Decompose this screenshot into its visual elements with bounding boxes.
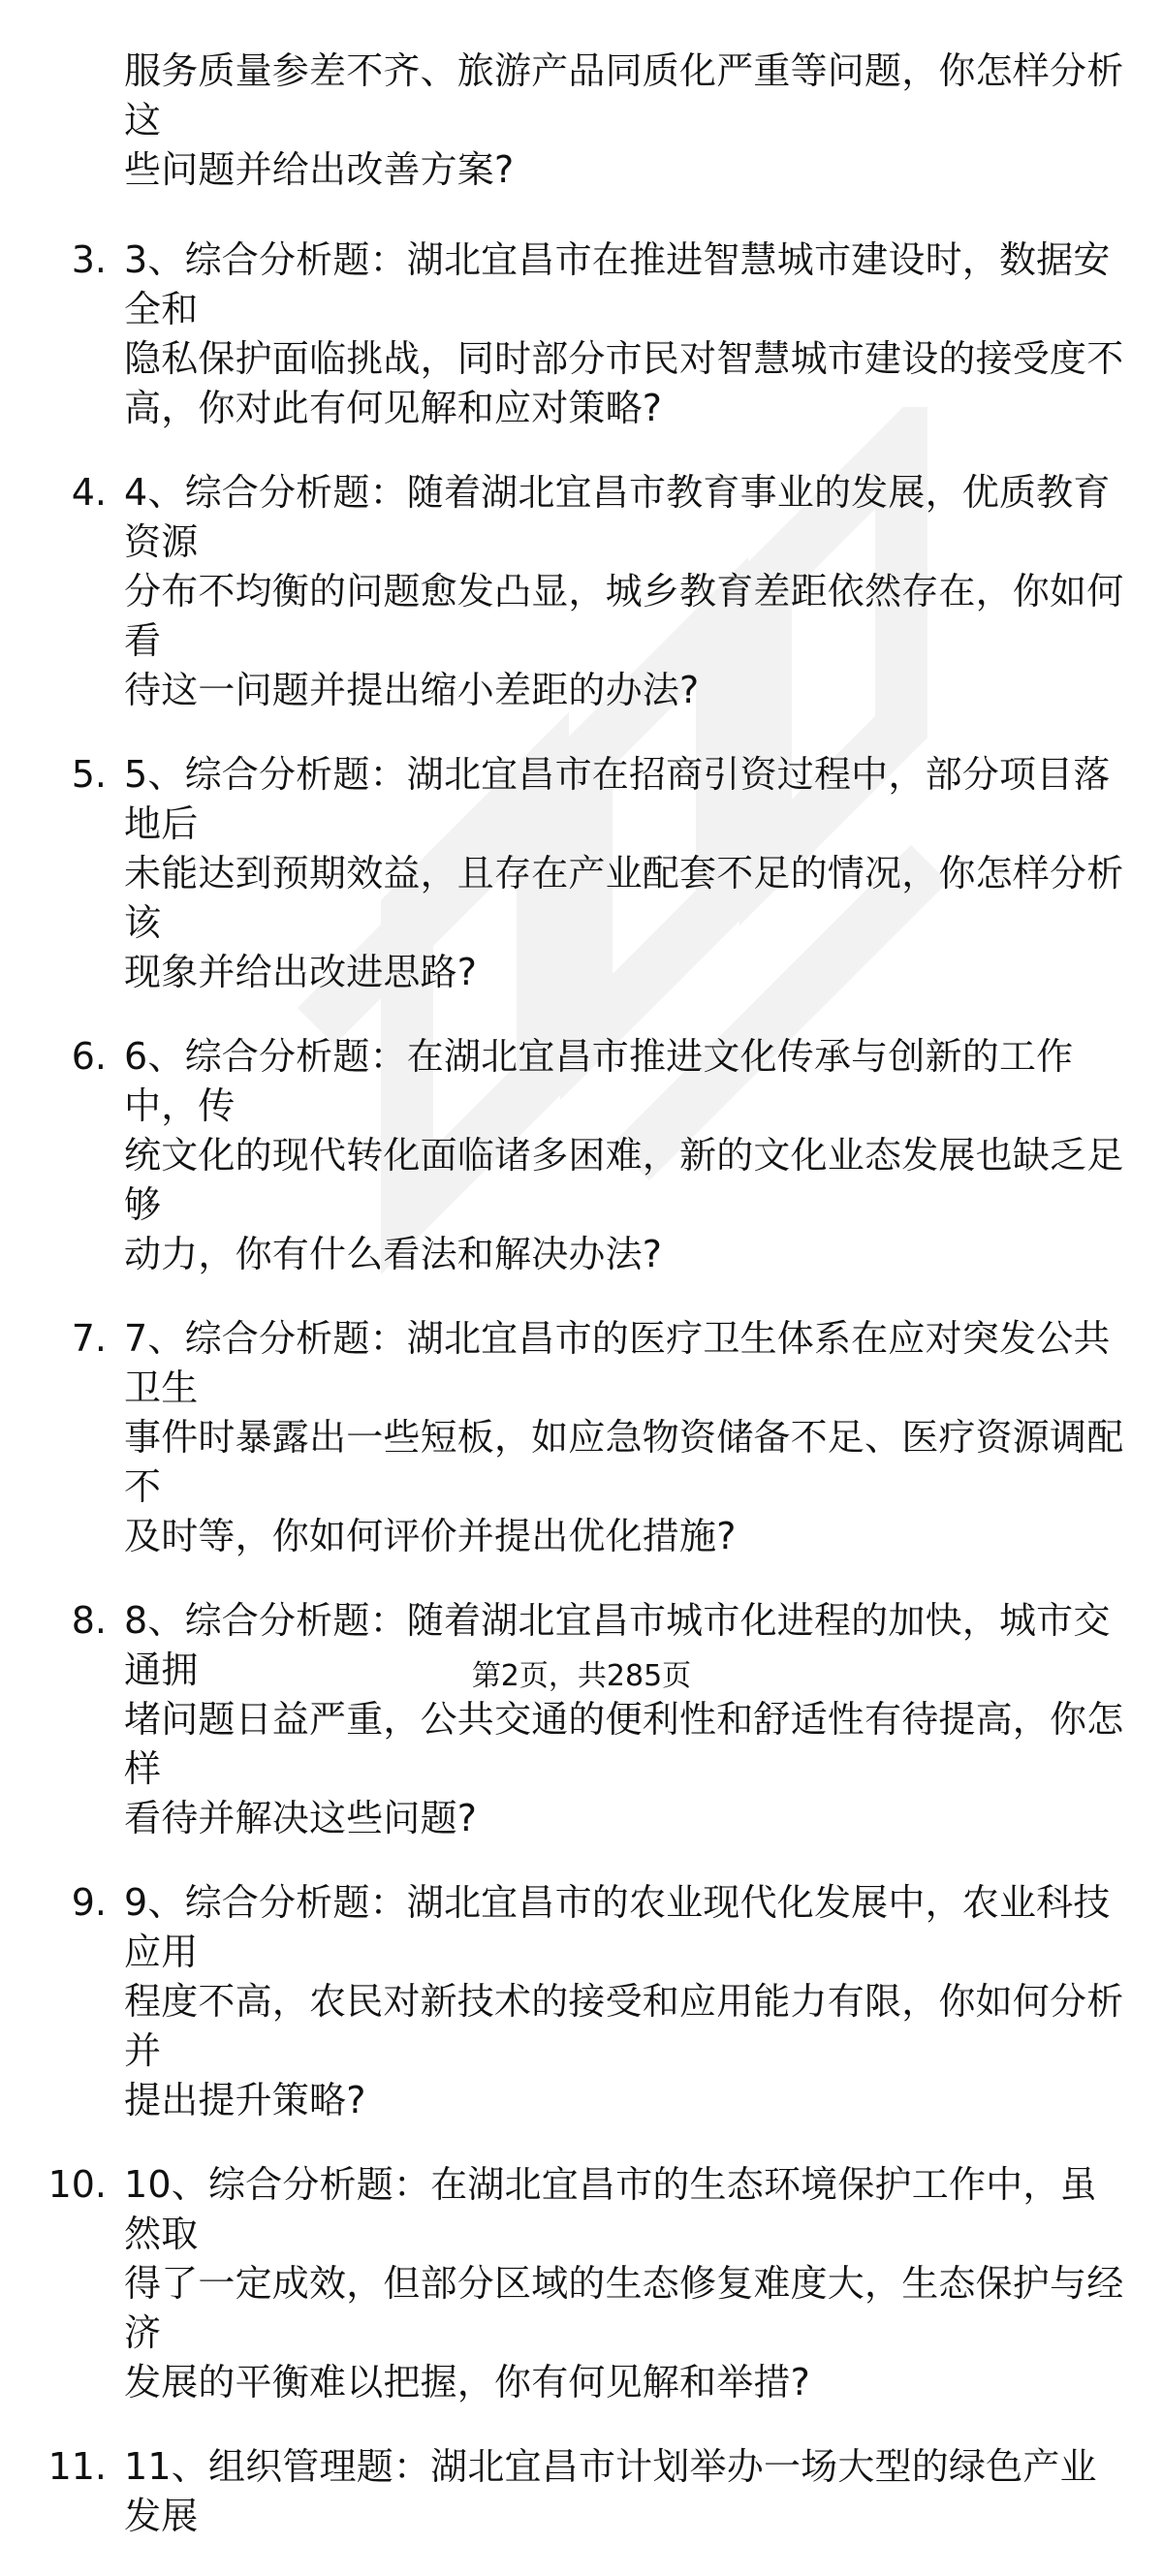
list-item: [0, 1314, 1163, 1561]
question-text: 10、综合分析题：在湖北宜昌市的生态环境保护工作中，虽然取 得了一定成效，但部分区域的生态修复难度大，生态保护与经济 发展的平衡难以把握，你有何见解和举措?: [124, 2163, 1124, 2403]
question-text: 5、综合分析题：湖北宜昌市在招商引资过程中，部分项目落地后 未能达到预期效益，且存在产业配套不足的情况，你怎样分析该 现象并给出改进思路?: [124, 753, 1124, 993]
list-number: 9.: [71, 1881, 107, 1924]
list-number: 3.: [71, 238, 107, 281]
list-number: 11.: [47, 2445, 107, 2488]
list-item: [0, 2160, 1163, 2407]
list-item: [0, 1032, 1163, 1279]
list-number: 8.: [71, 1599, 107, 1642]
list-number: 4.: [71, 471, 107, 514]
list-item: [0, 1878, 1163, 2125]
question-text: 7、综合分析题：湖北宜昌市的医疗卫生体系在应对突发公共卫生 事件时暴露出一些短板，如应急物资储备不足、医疗资源调配不 及时等，你如何评价并提出优化措施?: [124, 1317, 1124, 1557]
list-item: [0, 1596, 1163, 1843]
list-number: 5.: [71, 753, 107, 796]
question-text: 6、综合分析题：在湖北宜昌市推进文化传承与创新的工作中，传 统文化的现代转化面临诸多困难，新的文化业态发展也缺乏足够 动力，你有什么看法和解决办法?: [124, 1035, 1124, 1275]
question-list: [0, 236, 1163, 2541]
question-text: 4、综合分析题：随着湖北宜昌市教育事业的发展，优质教育资源 分布不均衡的问题愈发凸显，城乡教育差距依然存在，你如何看 待这一问题并提出缩小差距的办法?: [124, 471, 1124, 711]
list-item: [0, 236, 1163, 433]
list-item: [0, 750, 1163, 997]
list-number: 10.: [47, 2163, 107, 2206]
question-text: 9、综合分析题：湖北宜昌市的农业现代化发展中，农业科技应用 程度不高，农民对新技术的接受和应用能力有限，你如何分析并 提出提升策略?: [124, 1881, 1124, 2121]
question-text: 3、综合分析题：湖北宜昌市在推进智慧城市建设时，数据安全和 隐私保护面临挑战，同时部分市民对智慧城市建设的接受度不 高，你对此有何见解和应对策略?: [124, 238, 1124, 429]
question-text: 11、组织管理题：湖北宜昌市计划举办一场大型的绿色产业发展: [124, 2445, 1097, 2537]
list-item: [0, 2442, 1163, 2541]
list-number: 6.: [71, 1035, 107, 1078]
list-item: [0, 468, 1163, 715]
list-number: 7.: [71, 1317, 107, 1360]
question-text: 8、综合分析题：随着湖北宜昌市城市化进程的加快，城市交通拥 堵问题日益严重，公共交通的便利性和舒适性有待提高，你怎样 看待并解决这些问题?: [124, 1599, 1124, 1839]
page-footer: 第2页，共285页: [471, 1659, 692, 1693]
continuation-paragraph: 服务质量参差不齐、旅游产品同质化严重等问题，你怎样分析这 些问题并给出改善方案?: [124, 49, 1124, 191]
document-content: [0, 47, 1163, 2576]
